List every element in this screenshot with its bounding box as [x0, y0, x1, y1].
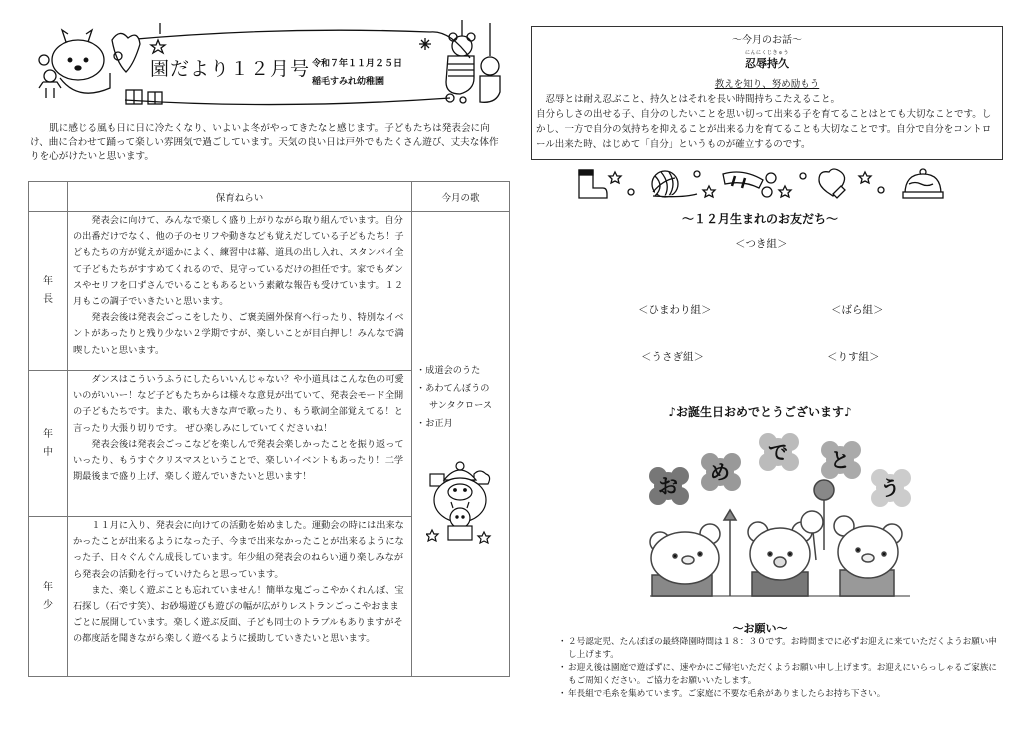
- bear-icon: [748, 522, 812, 596]
- birthday-section-title: ～１２月生まれのお友だち～: [681, 212, 838, 226]
- request-item: ・ 年長組で毛糸を集めています。ご家庭に不要な毛糸がありましたらお持ち下さい。: [558, 688, 998, 701]
- monthly-songs-cell: [412, 212, 510, 677]
- requests-list: [558, 636, 998, 701]
- yarn-ball-icon: [652, 171, 697, 197]
- newsletter-title: 園だより１２月号: [150, 58, 311, 80]
- goal-paragraph: １１月に入り、発表会に向けての活動を始めました。運動会の時には出来なかったことが出来るようになった子、今まで出来なかったことが出来るようになった子、日々ぐんぐん成長しています。年少組の発表会のねらい通り楽しみながら発表会の活動を行っていけたらと思っています。: [73, 520, 404, 580]
- lion-stocking-icon: [480, 23, 500, 102]
- story-line: 忍辱とは耐え忍ぶこと、持久とはそれを長い時間持ちこたえること。: [545, 94, 841, 105]
- monthly-goals-table: [28, 181, 510, 677]
- bear-icon: [834, 516, 902, 596]
- class-usagi: ＜うさぎ組＞: [641, 351, 704, 363]
- letter-u: う: [880, 476, 900, 500]
- goal-text-junior: [68, 517, 412, 677]
- table-header-goals: 保育ねらい: [68, 182, 412, 212]
- story-subtitle: 教えを知り、努め励もう: [714, 79, 820, 90]
- song-item-continued: サンタクロース: [429, 400, 493, 411]
- bear-icon: [650, 524, 720, 596]
- letter-me: め: [710, 460, 730, 484]
- mitten-icon: [819, 169, 845, 198]
- goal-paragraph: 発表会に向けて、みんなで楽しく盛り上がりながら取り組んでいます。自分の出番だけでなく、他の子のセリフや動きなども覚えだしている子どもたち！子どもたちの方が覚えが遥かによく、練習中は幕、道具の出し入れ、スタンバイ全て子どもたちがすすめてくれるので、見守っているだけの担任です。家でもダンスやセリフを口ずさんでいることもあるという素敵な報告も受けています。１２月もこの調子でいきたいと思います。: [73, 215, 404, 308]
- goal-text-senior: [68, 212, 412, 371]
- star-icon: [859, 172, 871, 183]
- story-heading: ～今月のお話～: [732, 35, 802, 46]
- issue-date: 令和７年１１月２５日: [312, 59, 403, 69]
- letter-o: お: [658, 474, 678, 498]
- table-row-senior: [29, 212, 510, 371]
- reindeer-icon: [52, 30, 110, 93]
- bear-stocking-icon: [446, 20, 475, 94]
- story-body: [532, 90, 1002, 152]
- request-item: ・ お迎え後は園庭で遊ばずに、速やかにご帰宅いただくようお願い申し上げます。お迎えにいらっしゃるご家族にもご周知ください。ご協力をお願いいたします。: [558, 662, 998, 688]
- letter-to: と: [830, 448, 850, 472]
- school-name: 稲毛すみれ幼稚園: [312, 77, 385, 87]
- song-item: ・お正月: [416, 417, 453, 429]
- birthday-congrats: ♪お誕生日おめでとうございます♪: [668, 405, 852, 419]
- age-label-middle: 年 中: [29, 371, 68, 517]
- requests-title: ～お願い～: [732, 622, 788, 635]
- goal-paragraph: 発表会後は発表会ごっこなどを楽しんで発表会楽しかったことを振り返っていったり、もうすぐクリスマスということで、楽しいイベントもあったり！二学期最後まで盛り上げ、楽しく遊んでいきたいと思います！: [73, 438, 404, 483]
- class-risu: ＜りす組＞: [827, 351, 880, 363]
- class-himawari: ＜ひまわり組＞: [638, 304, 712, 316]
- star-icon: [703, 186, 715, 197]
- class-tsuki: ＜つき組＞: [735, 238, 788, 250]
- goal-paragraph: 発表会後は発表会ごっこをしたり、ご褒美園外保育へ行ったり、特別なイベントがあったりと残り少ない２学期ですが、楽しいことが目白押し！みんなで満喫したいと思います。: [73, 312, 404, 356]
- proverb-title: 忍辱持久: [745, 57, 789, 70]
- story-paragraph: 自分らしさの出せる子、自分のしたいことを思い切って出来る子を育てることはとても大切なことです。しかし、一方で自分の気持ちを抑えることが出来る力を育てることも大切なことです。自分で自分をコントロール出来た時、はじめて「自分」というものが確立するのです。: [536, 109, 992, 150]
- goal-paragraph: また、楽しく遊ぶことも忘れていません！簡単な鬼ごっこやかくれんぼ、宝石探し（石です笑）、お砂場遊びも遊びの幅が広がりレストランごっこやおままごとに展開しています。楽しく遊ぶ反面、子ども同士のトラブルもありますがその都度話を聞きながら楽しく遊べるように援助していきたいと思います。: [73, 584, 404, 645]
- scarf-icon: [723, 172, 776, 197]
- age-label-junior: 年 少: [29, 517, 68, 677]
- santa-reindeer-icon: [426, 460, 496, 548]
- gingerbread-icon: [39, 70, 61, 98]
- sock-icon: [579, 170, 607, 198]
- goal-text-middle: [68, 371, 412, 517]
- song-item: ・あわてんぼうの: [416, 382, 490, 394]
- table-header-row: [29, 182, 510, 212]
- monthly-story-box: [531, 26, 1003, 160]
- song-item: ・成道会のうた: [416, 365, 481, 376]
- star-icon: [609, 172, 621, 183]
- age-label-senior: 年 長: [29, 212, 68, 371]
- letter-de: で: [768, 440, 788, 464]
- request-item: ・ ２号認定児、たんぽぽの最終降園時間は１８：３０です。お時間までに必ずお迎えに来ていただくようお願い申し上げます。: [558, 636, 998, 662]
- intro-paragraph: 肌に感じる風も日に日に冷たくなり、いよいよ冬がやってきたなと感じます。子どもたちは発表会に向け、曲に合わせて踊って楽しい雰囲気で過ごしています。天気の良い日は戸外でもたくさん遊び、丈夫な体作りを心がけたいと思います。: [30, 123, 499, 162]
- star-icon: [779, 186, 791, 197]
- goal-paragraph: ダンスはこういうふうにしたらいいんじゃない？や小道具はこんな色の可愛いのがいいー！など子どもたちからは様々な意見が出ていて、発表会モード全開の子どもたちです。また、歌も大きな声で歌ったり、もう歌詞全部覚えてる！と言ったり大張り切りです。 ぜひ楽しみにしていてくださいね！: [73, 374, 404, 434]
- class-bara: ＜ばら組＞: [831, 304, 884, 316]
- table-header-songs: 今月の歌: [412, 182, 510, 212]
- omedetou-bears-illustration: [640, 430, 920, 600]
- knit-hat-icon: [903, 169, 943, 198]
- table-header-age: [29, 182, 68, 212]
- proverb-ruby: にんにくじきゅう: [744, 50, 789, 56]
- winter-decoration-row: [575, 166, 955, 200]
- header-banner: [30, 18, 510, 108]
